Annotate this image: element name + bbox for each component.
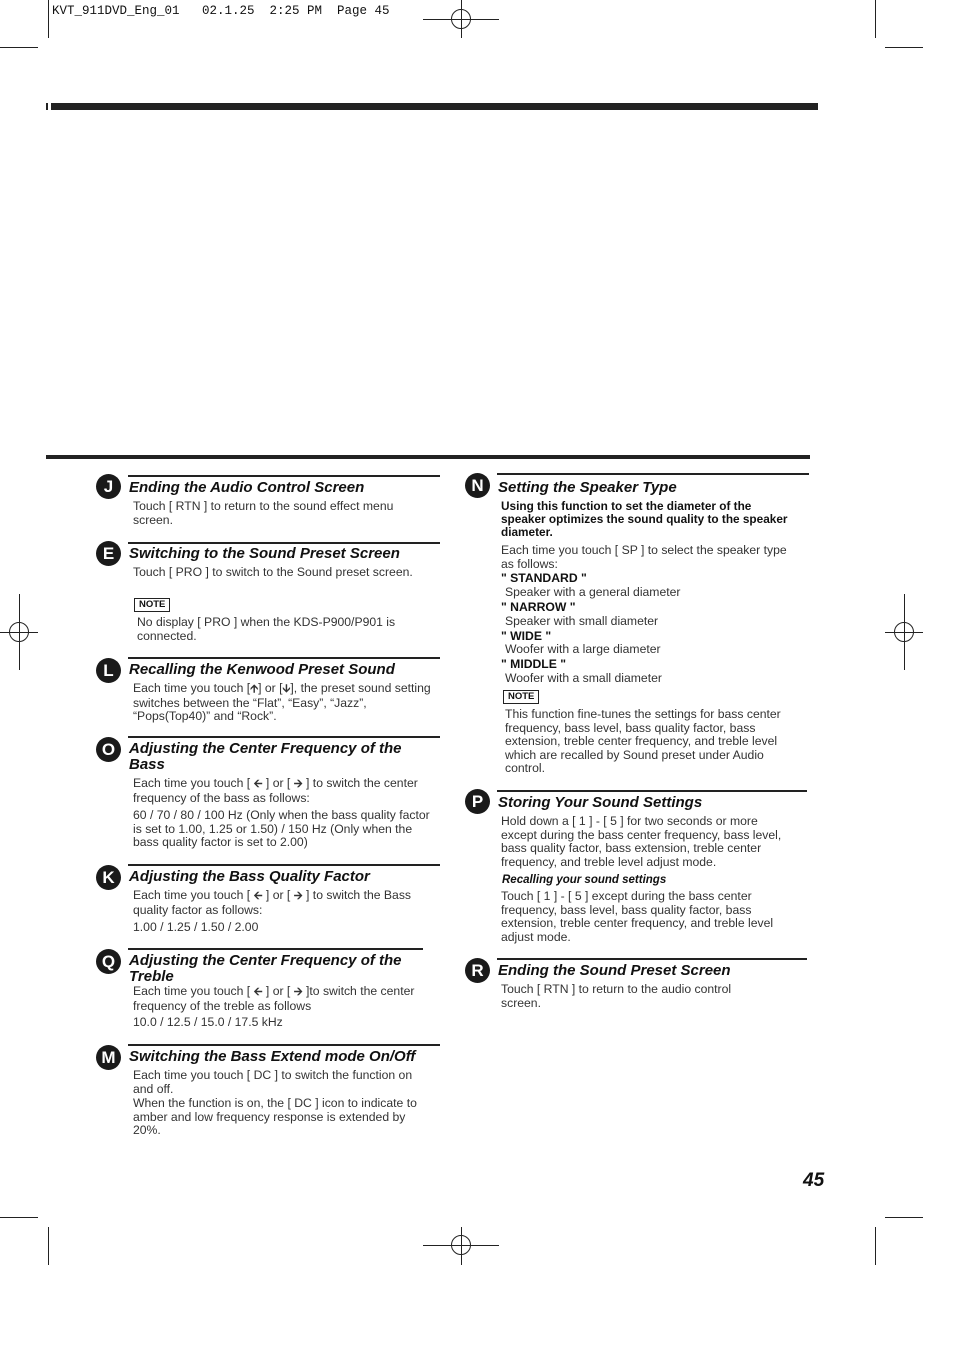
section-body: Each time you touch [ 🡨 ] or [ 🡪 ] to switch the Bass quality factor as follows: <box>133 888 412 917</box>
right-arrow-icon: 🡪 <box>293 778 303 790</box>
speaker-type-desc: Speaker with a general diameter <box>505 585 681 599</box>
section-body: Each time you touch [ 🡨 ] or [ 🡪 ] to switch the center frequency of the bass as follows: <box>133 776 418 805</box>
note-label: NOTE <box>134 598 170 612</box>
section-body: Each time you touch [ SP ] to select the speaker type as follows: <box>501 543 787 571</box>
note-text: No display [ PRO ] when the KDS-P900/P901 is connected. <box>137 615 396 643</box>
badge-k: K <box>96 865 121 890</box>
badge-n: N <box>465 473 490 498</box>
speaker-type-name: " WIDE " <box>501 629 552 643</box>
badge-r: R <box>465 958 490 983</box>
speaker-type-name: " NARROW " <box>501 600 576 614</box>
section-title: Ending the Sound Preset Screen <box>498 962 731 979</box>
speaker-type-desc: Woofer with a small diameter <box>505 671 662 685</box>
up-arrow-icon: 🡩 <box>250 683 259 695</box>
left-arrow-icon: 🡨 <box>253 890 263 902</box>
speaker-type-desc: Woofer with a large diameter <box>505 642 661 656</box>
section-values: 10.0 / 12.5 / 15.0 / 17.5 kHz <box>133 1015 283 1029</box>
badge-e: E <box>96 541 121 566</box>
badge-o: O <box>96 737 121 762</box>
note-text: This function fine-tunes the settings for bass center frequency, bass level, bass quality factor, bass extension, treble center frequency, and treble level which are recalled by Sound preset under Audio control. <box>505 707 781 776</box>
section-subhead: Recalling your sound settings <box>502 874 667 886</box>
right-arrow-icon: 🡪 <box>293 890 303 902</box>
section-title: Switching the Bass Extend mode On/Off <box>129 1048 416 1065</box>
section-body-2: When the function is on, the [ DC ] icon to indicate to amber and low frequency response is extended by 20%. <box>133 1096 417 1138</box>
top-rule <box>46 103 818 110</box>
badge-j: J <box>96 474 121 499</box>
badge-l: L <box>96 658 121 683</box>
section-title: Switching to the Sound Preset Screen <box>129 545 400 562</box>
section-body: Each time you touch [ DC ] to switch the function on and off. <box>133 1068 413 1096</box>
section-body-2: Touch [ 1 ] - [ 5 ] except during the bass center frequency, bass level, bass quality factor, bass extension, treble center frequency, and treble level adjust mode. <box>501 889 774 944</box>
section-body: Each time you touch [🡩] or [🡫], the preset sound setting switches between the “Flat”, “Easy”, “Jazz”, “Pops(Top40)” and “Rock”. <box>133 681 431 724</box>
section-values: 1.00 / 1.25 / 1.50 / 2.00 <box>133 920 259 934</box>
print-header: KVT_911DVD_Eng_01 02.1.25 2:25 PM Page 45 <box>52 4 390 18</box>
section-body: Touch [ PRO ] to switch to the Sound preset screen. <box>133 565 413 579</box>
speaker-type-desc: Speaker with small diameter <box>505 614 659 628</box>
section-body: Each time you touch [ 🡨 ] or [ 🡪 ]to switch the center frequency of the treble as follows <box>133 984 415 1013</box>
page-number: 45 <box>803 1170 825 1191</box>
section-title: Setting the Speaker Type <box>498 479 677 496</box>
note-label: NOTE <box>503 690 539 704</box>
down-arrow-icon: 🡫 <box>282 683 291 695</box>
section-body: Touch [ RTN ] to return to the sound effect menu screen. <box>133 499 394 527</box>
badge-p: P <box>465 789 490 814</box>
section-intro: Using this function to set the diameter of the speaker optimizes the sound quality to the speaker diameter. <box>501 499 788 539</box>
section-title: Adjusting the Bass Quality Factor <box>129 868 370 885</box>
section-title: Storing Your Sound Settings <box>498 794 703 811</box>
section-body: Hold down a [ 1 ] - [ 5 ] for two seconds or more except during the bass center frequency, bass level, bass quality factor, bass extension, treble center frequency, and treble level adjust mode. <box>501 814 782 869</box>
badge-q: Q <box>96 949 121 974</box>
content-rule <box>46 455 810 459</box>
section-title: Ending the Audio Control Screen <box>129 479 365 496</box>
badge-m: M <box>96 1045 121 1070</box>
right-arrow-icon: 🡪 <box>293 986 303 998</box>
section-values: 60 / 70 / 80 / 100 Hz (Only when the bass quality factor is set to 1.00, 1.25 or 1.50) / 150 Hz (Only when the bass quality factor is set to 2.00) <box>133 808 430 850</box>
left-arrow-icon: 🡨 <box>253 778 263 790</box>
section-title: Recalling the Kenwood Preset Sound <box>129 661 395 678</box>
speaker-type-name: " MIDDLE " <box>501 657 567 671</box>
section-body: Touch [ RTN ] to return to the audio control screen. <box>501 982 732 1010</box>
section-title: Adjusting the Center Frequency of the Bass <box>129 740 402 773</box>
speaker-type-name: " STANDARD " <box>501 571 587 585</box>
top-rule-tick <box>48 103 51 110</box>
section-title: Adjusting the Center Frequency of the Treble <box>129 952 402 985</box>
left-arrow-icon: 🡨 <box>253 986 263 998</box>
